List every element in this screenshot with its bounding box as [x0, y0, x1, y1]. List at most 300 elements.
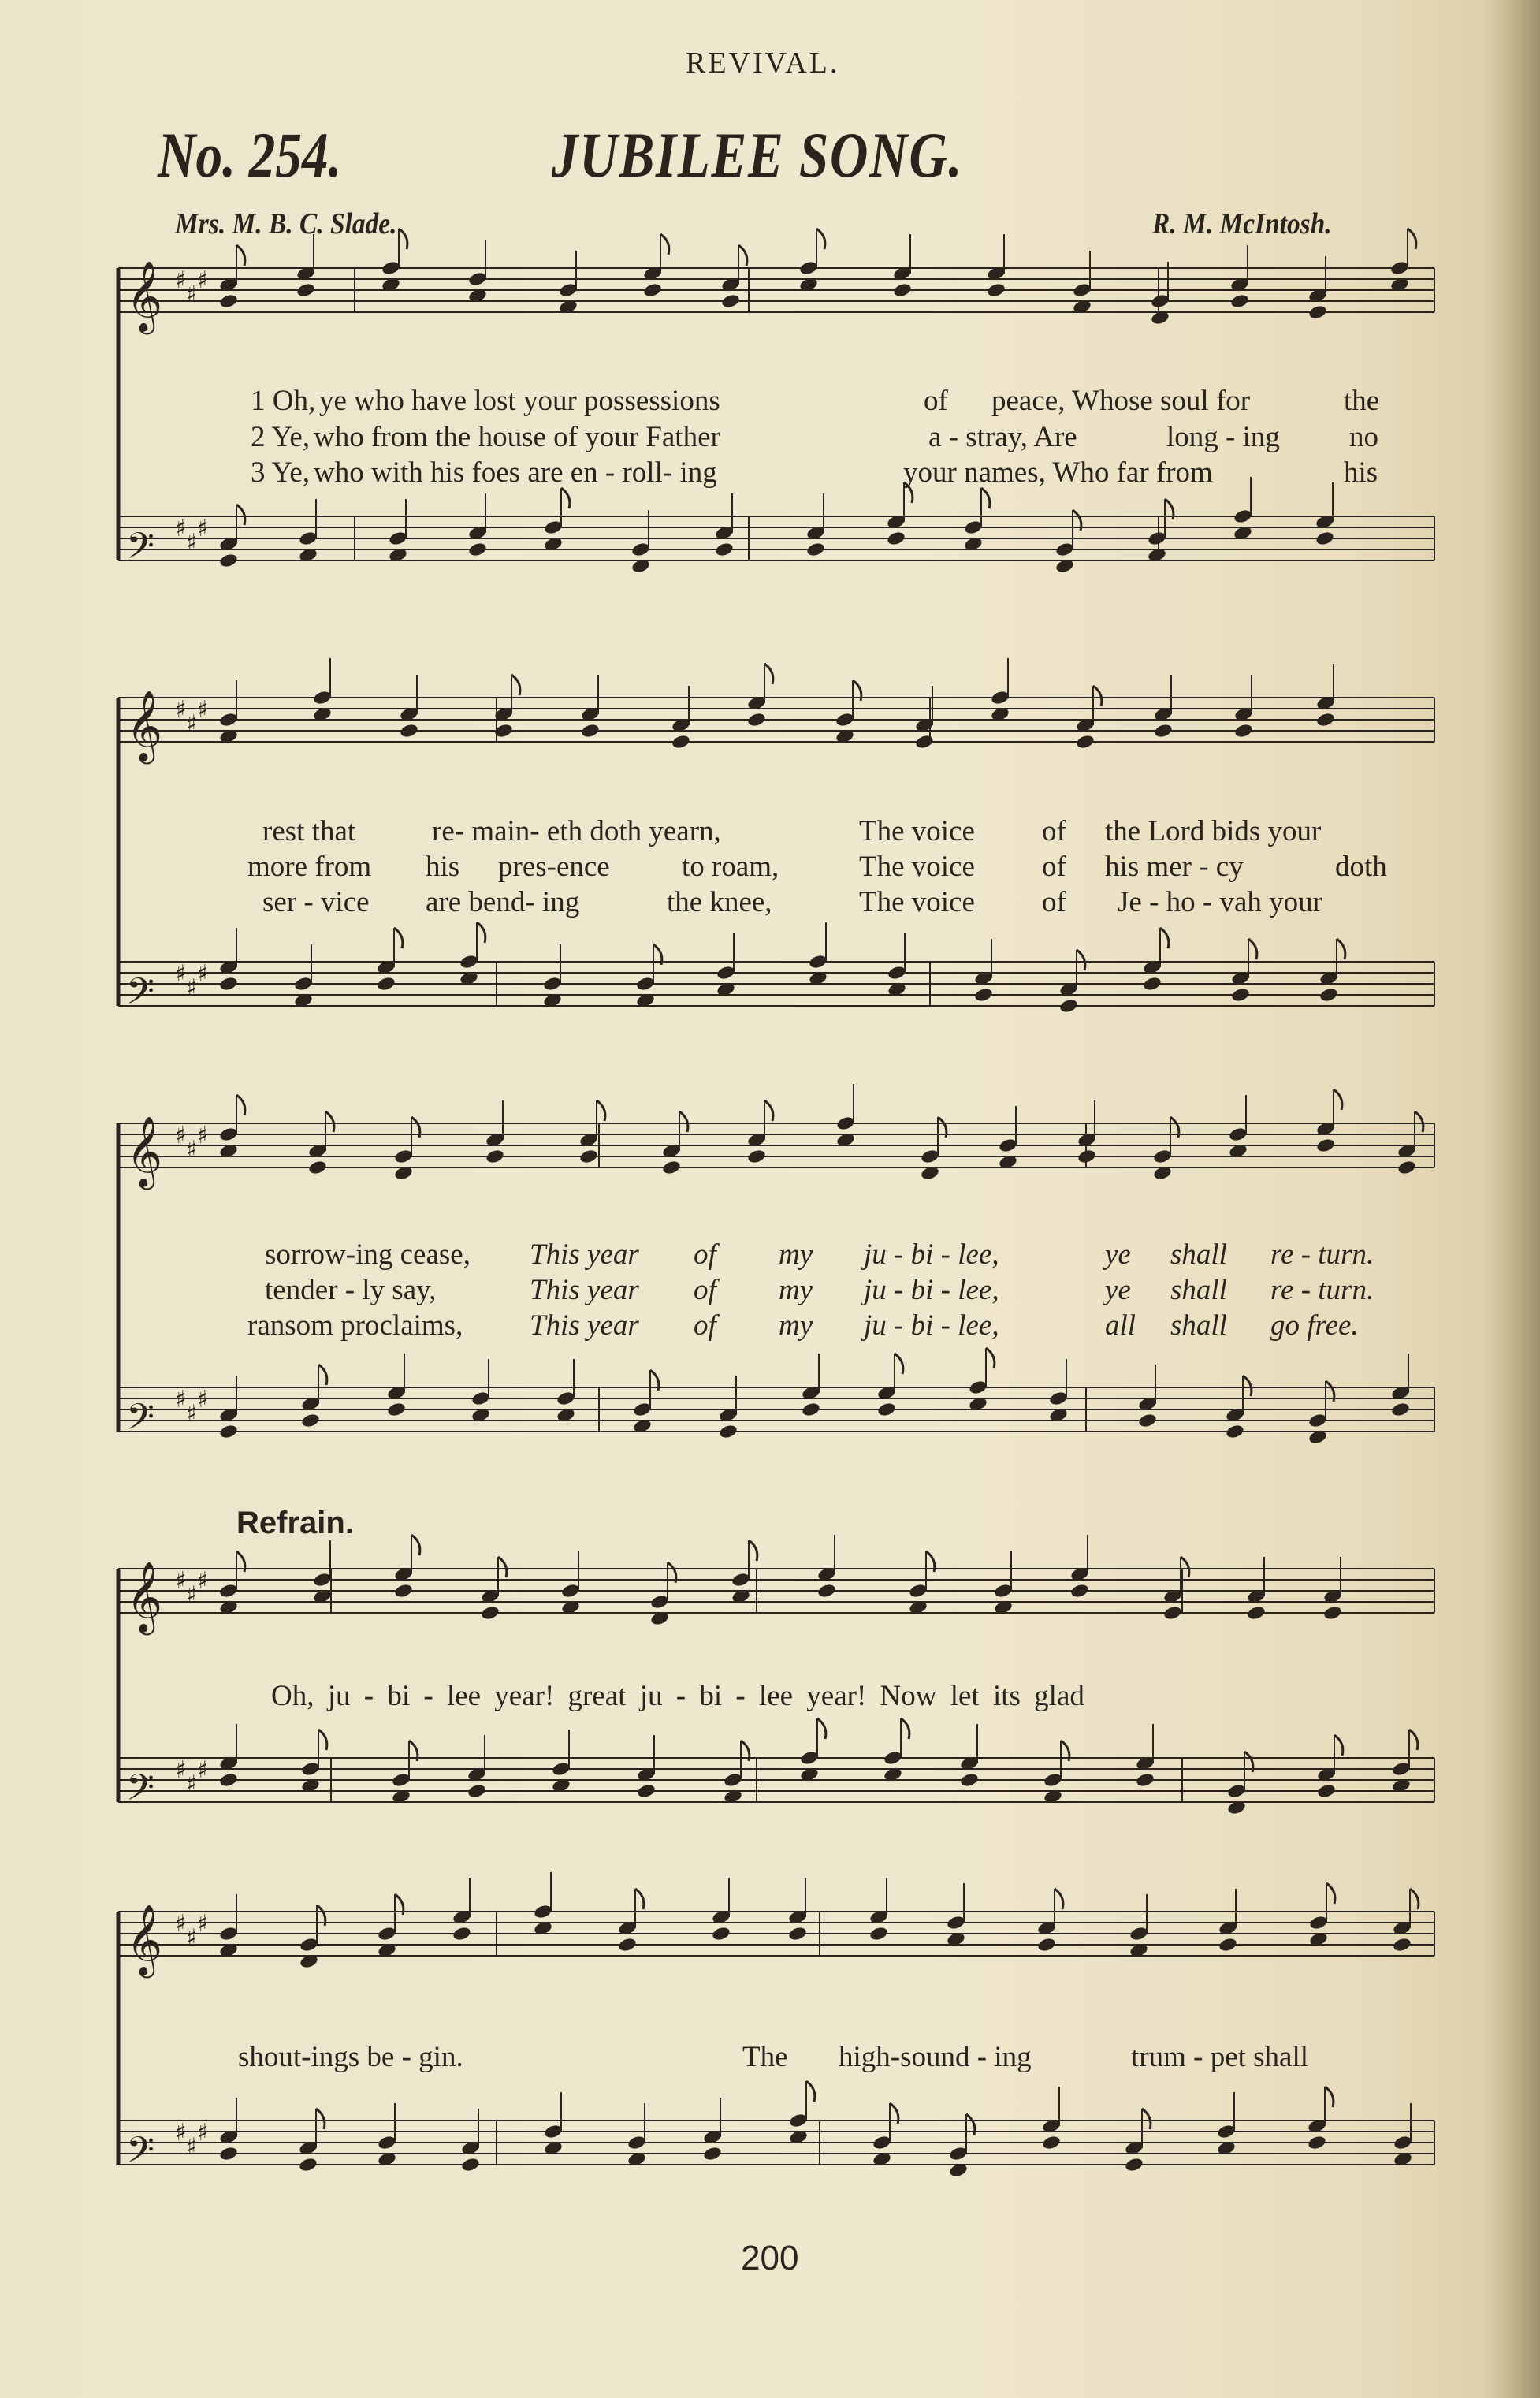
note-head-icon — [886, 531, 906, 547]
sharp-icon: ♯ — [197, 695, 209, 724]
note-flag-icon — [1337, 939, 1345, 959]
italic-text: of — [694, 1274, 716, 1306]
italic-text: my — [779, 1238, 813, 1271]
italic-text: This year — [530, 1238, 639, 1271]
note-head-icon — [467, 271, 487, 288]
note-head-icon — [631, 542, 650, 558]
note-head-icon — [542, 976, 562, 992]
verse-line — [779, 1273, 813, 1307]
note-head-icon — [386, 1402, 406, 1418]
note-head-icon — [892, 282, 912, 299]
note-head-icon — [293, 976, 313, 992]
note-head-icon — [543, 519, 563, 536]
verse-line — [1270, 1309, 1359, 1342]
note-flag-icon — [236, 245, 245, 266]
note-head-icon — [218, 293, 238, 310]
note-flag-icon — [749, 1540, 757, 1561]
sharp-icon: ♯ — [186, 1924, 198, 1952]
note-head-icon — [1393, 2135, 1412, 2151]
note-head-icon — [799, 1750, 819, 1767]
note-head-icon — [1225, 1424, 1244, 1440]
verse-line: 3 Ye, — [251, 456, 311, 489]
note-head-icon — [300, 1761, 320, 1778]
note-head-icon — [1390, 1402, 1410, 1418]
verse-line: rest that — [262, 815, 356, 847]
composer-credit: R. M. McIntosh. — [1152, 207, 1332, 240]
note-head-icon — [218, 1583, 238, 1599]
note-head-icon — [908, 1583, 928, 1599]
bass-clef-icon: 𝄢 — [126, 970, 155, 1022]
note-head-icon — [835, 1115, 855, 1132]
note-head-icon — [1216, 2124, 1236, 2140]
note-head-icon — [298, 531, 318, 547]
note-head-icon — [720, 293, 740, 310]
note-head-icon — [1392, 1937, 1412, 1953]
verse-line: ye who have lost your possessions — [319, 385, 720, 417]
note-head-icon — [986, 282, 1006, 299]
verse-line: of — [924, 385, 948, 417]
refrain-label: Refrain. — [236, 1506, 354, 1540]
note-flag-icon — [236, 1095, 245, 1115]
verse-line: pres-ence — [498, 851, 610, 883]
note-flag-icon — [325, 1111, 334, 1132]
note-head-icon — [714, 542, 734, 558]
sharp-icon: ♯ — [197, 1385, 209, 1413]
note-head-icon — [307, 1160, 327, 1176]
verse-line — [1270, 1238, 1374, 1272]
note-head-icon — [1315, 1138, 1335, 1154]
note-head-icon — [1229, 293, 1249, 310]
note-head-icon — [1391, 1761, 1411, 1778]
note-head-icon — [376, 976, 396, 992]
note-head-icon — [1233, 723, 1253, 739]
refrain-line: high-sound - ing — [839, 2041, 1032, 2073]
note-head-icon — [467, 542, 487, 558]
verse-line: long - ing — [1166, 421, 1280, 453]
verse-line — [1170, 1309, 1227, 1342]
note-head-icon — [711, 1926, 731, 1942]
note-head-icon — [993, 1583, 1013, 1599]
verse-line — [1105, 1238, 1131, 1272]
note-head-icon — [218, 976, 238, 992]
note-head-icon — [946, 1915, 965, 1931]
note-head-icon — [869, 1926, 888, 1942]
verse-line: are bend- ing — [426, 886, 580, 918]
verse-line: the knee, — [667, 886, 772, 918]
note-head-icon — [973, 987, 993, 1004]
note-head-icon — [617, 1937, 637, 1953]
note-head-icon — [1137, 1413, 1157, 1429]
note-head-icon — [801, 1402, 820, 1418]
verse-line — [779, 1309, 813, 1342]
italic-text: all — [1105, 1309, 1136, 1342]
note-head-icon — [1072, 282, 1092, 299]
verse-line: peace, Whose soul for — [991, 385, 1251, 417]
note-head-icon — [393, 1583, 413, 1599]
verse-line — [1105, 1273, 1131, 1307]
note-head-icon — [580, 723, 600, 739]
note-flag-icon — [561, 488, 570, 508]
sharp-icon: ♯ — [175, 1909, 187, 1938]
note-head-icon — [480, 1605, 500, 1622]
note-flag-icon — [1055, 1889, 1063, 1909]
note-flag-icon — [318, 1730, 327, 1750]
note-head-icon — [218, 1126, 238, 1143]
verse-line: no — [1349, 421, 1378, 453]
note-head-icon — [1389, 260, 1409, 277]
sharp-icon: ♯ — [186, 1136, 198, 1164]
bass-clef-icon: 𝄢 — [126, 525, 155, 576]
note-flag-icon — [1409, 1730, 1418, 1750]
note-head-icon — [1319, 987, 1338, 1004]
sharp-icon: ♯ — [175, 1385, 187, 1413]
note-head-icon — [671, 734, 690, 750]
verse-line: sorrow-ing cease, — [265, 1238, 471, 1271]
note-head-icon — [218, 2146, 238, 2162]
sharp-icon: ♯ — [175, 695, 187, 724]
italic-text: shall — [1170, 1238, 1227, 1271]
note-head-icon — [312, 1572, 332, 1588]
note-head-icon — [296, 282, 315, 299]
sharp-icon: ♯ — [186, 1581, 198, 1609]
note-head-icon — [1069, 1583, 1089, 1599]
note-head-icon — [299, 1937, 318, 1953]
note-head-icon — [452, 1926, 471, 1942]
note-head-icon — [485, 1149, 504, 1165]
note-head-icon — [1129, 1926, 1148, 1942]
sharp-icon: ♯ — [186, 281, 198, 308]
note-flag-icon — [236, 505, 245, 525]
note-head-icon — [551, 1761, 571, 1778]
note-flag-icon — [764, 664, 773, 684]
note-head-icon — [1153, 723, 1173, 739]
note-flag-icon — [1415, 1111, 1423, 1132]
note-head-icon — [543, 2124, 563, 2140]
sharp-icon: ♯ — [197, 1121, 209, 1149]
note-head-icon — [876, 1402, 896, 1418]
note-head-icon — [1135, 1772, 1155, 1789]
refrain-line: The — [742, 2041, 788, 2073]
sharp-icon: ♯ — [197, 2118, 209, 2147]
italic-text: This year — [530, 1309, 639, 1342]
note-flag-icon — [1077, 950, 1085, 970]
refrain-line: shout-ings be - gin. — [238, 2041, 463, 2073]
sharp-icon: ♯ — [197, 1756, 209, 1784]
note-head-icon — [808, 954, 828, 970]
note-head-icon — [298, 2157, 318, 2173]
italic-text: ye — [1105, 1274, 1131, 1306]
verse-line — [1105, 1309, 1136, 1342]
note-flag-icon — [901, 1718, 909, 1739]
note-flag-icon — [817, 1718, 826, 1739]
italic-text: ye — [1105, 1238, 1131, 1271]
note-head-icon — [746, 1149, 766, 1165]
verse-line: ser - vice — [262, 886, 370, 918]
sharp-icon: ♯ — [175, 1121, 187, 1149]
verse-line — [1270, 1273, 1374, 1307]
note-head-icon — [1308, 1413, 1327, 1429]
refrain-line: Oh, ju - bi - lee year! great ju - bi - lee year! Now let its glad — [271, 1680, 1084, 1712]
verse-line: who from the house of your Father — [314, 421, 720, 453]
note-head-icon — [990, 690, 1010, 706]
verse-line — [779, 1238, 813, 1272]
song-number: No. 254. — [158, 119, 342, 191]
note-head-icon — [627, 2135, 646, 2151]
italic-text: re - turn. — [1270, 1238, 1374, 1271]
note-head-icon — [883, 1750, 902, 1767]
sharp-icon: ♯ — [175, 1756, 187, 1784]
note-flag-icon — [1408, 229, 1416, 249]
verse-line — [530, 1273, 639, 1307]
verse-line: 2 Ye, — [251, 421, 311, 453]
note-head-icon — [723, 1772, 742, 1789]
italic-text: shall — [1170, 1274, 1227, 1306]
note-head-icon — [218, 712, 238, 728]
note-flag-icon — [635, 1889, 644, 1909]
italic-text: of — [694, 1309, 716, 1342]
treble-clef-icon: 𝄞 — [126, 1562, 163, 1633]
note-head-icon — [1124, 2157, 1144, 2173]
music-system-1 — [0, 252, 1540, 631]
note-flag-icon — [394, 928, 403, 948]
note-head-icon — [1316, 1783, 1336, 1800]
sharp-icon: ♯ — [186, 1400, 198, 1428]
sharp-icon: ♯ — [186, 529, 198, 557]
note-head-icon — [1041, 2135, 1061, 2151]
verse-line: of — [1042, 851, 1066, 883]
verse-line — [864, 1273, 999, 1307]
note-head-icon — [1048, 1391, 1068, 1407]
note-head-icon — [920, 1149, 939, 1165]
sharp-icon: ♯ — [186, 1771, 198, 1798]
note-head-icon — [1226, 1783, 1246, 1800]
note-head-icon — [218, 553, 238, 569]
italic-text: ju - bi - lee, — [864, 1309, 999, 1342]
verse-line: his mer - cy — [1105, 851, 1244, 883]
verse-line: Je - ho - vah your — [1118, 886, 1322, 918]
note-head-icon — [998, 1138, 1017, 1154]
italic-text: my — [779, 1274, 813, 1306]
note-head-icon — [1162, 1605, 1182, 1622]
note-flag-icon — [1243, 1376, 1252, 1396]
note-head-icon — [1043, 1772, 1062, 1789]
sharp-icon: ♯ — [197, 1909, 209, 1938]
italic-text: my — [779, 1309, 813, 1342]
note-head-icon — [959, 1772, 979, 1789]
verse-line: the — [1344, 385, 1380, 417]
note-flag-icon — [1334, 1089, 1342, 1110]
note-flag-icon — [411, 1535, 420, 1555]
note-head-icon — [816, 1583, 836, 1599]
note-head-icon — [1308, 1915, 1328, 1931]
note-head-icon — [1230, 987, 1250, 1004]
note-head-icon — [635, 976, 655, 992]
sharp-icon: ♯ — [175, 959, 187, 988]
verse-line — [694, 1238, 716, 1272]
note-head-icon — [632, 1402, 652, 1418]
note-flag-icon — [1248, 939, 1257, 959]
note-head-icon — [718, 1424, 738, 1440]
verse-line — [694, 1309, 716, 1342]
treble-clef-icon: 𝄞 — [126, 1905, 163, 1975]
italic-text: re - turn. — [1270, 1274, 1374, 1306]
treble-clef-icon: 𝄞 — [126, 1116, 163, 1187]
verse-line: The voice — [859, 851, 975, 883]
note-flag-icon — [660, 234, 669, 255]
note-head-icon — [471, 1391, 490, 1407]
note-head-icon — [1152, 1149, 1172, 1165]
note-flag-icon — [1334, 1735, 1343, 1756]
note-head-icon — [1315, 712, 1335, 728]
sharp-icon: ♯ — [175, 2118, 187, 2147]
verse-line: a - stray, Are — [928, 421, 1077, 453]
note-head-icon — [391, 1772, 411, 1789]
verse-line: 1 Oh, — [251, 385, 316, 417]
note-flag-icon — [1410, 1889, 1419, 1909]
verse-line — [864, 1309, 999, 1342]
note-head-icon — [560, 1583, 580, 1599]
refrain-line: trum - pet shall — [1131, 2041, 1309, 2073]
note-head-icon — [218, 1926, 238, 1942]
note-head-icon — [393, 1149, 413, 1165]
note-head-icon — [963, 519, 983, 536]
note-flag-icon — [895, 1354, 903, 1374]
note-head-icon — [300, 1413, 320, 1429]
note-head-icon — [1147, 531, 1166, 547]
verse-line: tender - ly say, — [265, 1274, 437, 1306]
note-head-icon — [1307, 2135, 1326, 2151]
note-head-icon — [968, 1380, 988, 1396]
verse-line: to roam, — [682, 851, 779, 883]
sharp-icon: ♯ — [197, 266, 209, 294]
note-head-icon — [805, 542, 825, 558]
verse-line — [530, 1238, 639, 1272]
note-head-icon — [1233, 508, 1252, 525]
note-head-icon — [312, 690, 332, 706]
note-head-icon — [716, 965, 735, 981]
note-head-icon — [218, 1772, 238, 1789]
sharp-icon: ♯ — [186, 710, 198, 738]
verse-line: ransom proclaims, — [247, 1309, 463, 1342]
verse-line: more from — [247, 851, 372, 883]
italic-text: shall — [1170, 1309, 1227, 1342]
treble-clef-icon: 𝄞 — [126, 261, 163, 332]
verse-line: re- main- eth doth yearn, — [432, 815, 721, 847]
note-head-icon — [460, 2157, 480, 2173]
note-head-icon — [1228, 1126, 1248, 1143]
note-flag-icon — [477, 922, 485, 943]
note-flag-icon — [1326, 1883, 1335, 1904]
note-head-icon — [746, 712, 766, 728]
note-head-icon — [1322, 1605, 1342, 1622]
note-head-icon — [1058, 998, 1078, 1015]
note-head-icon — [381, 260, 400, 277]
note-head-icon — [399, 723, 418, 739]
note-head-icon — [533, 1904, 552, 1920]
note-flag-icon — [399, 229, 407, 249]
note-head-icon — [459, 954, 478, 970]
verse-line — [694, 1273, 716, 1307]
note-head-icon — [1246, 1605, 1266, 1622]
note-head-icon — [558, 282, 578, 299]
song-title: JUBILEE SONG. — [552, 119, 963, 191]
verse-line — [1170, 1238, 1227, 1272]
lyricist-credit: Mrs. M. B. C. Slade. — [175, 207, 397, 240]
note-head-icon — [467, 1783, 486, 1800]
note-head-icon — [787, 1926, 807, 1942]
note-flag-icon — [318, 1365, 327, 1385]
note-head-icon — [636, 1783, 656, 1800]
note-head-icon — [661, 1160, 681, 1176]
note-head-icon — [1315, 531, 1334, 547]
sharp-icon: ♯ — [175, 266, 187, 294]
sharp-icon: ♯ — [197, 1566, 209, 1595]
verse-line: his — [426, 851, 460, 883]
note-head-icon — [798, 260, 818, 277]
verse-line: doth — [1335, 851, 1387, 883]
sharp-icon: ♯ — [197, 514, 209, 542]
note-head-icon — [788, 2113, 808, 2129]
verse-line — [530, 1309, 639, 1342]
verse-line: the Lord bids your — [1105, 815, 1322, 847]
verse-line: of — [1042, 815, 1066, 847]
note-head-icon — [1055, 542, 1074, 558]
verse-line: who with his foes are en - roll- ing — [314, 456, 717, 489]
note-flag-icon — [498, 1557, 507, 1577]
note-head-icon — [388, 531, 407, 547]
note-head-icon — [578, 1149, 598, 1165]
sharp-icon: ♯ — [186, 974, 198, 1002]
note-head-icon — [1150, 293, 1170, 310]
note-head-icon — [649, 1594, 669, 1610]
note-head-icon — [702, 2146, 722, 2162]
sharp-icon: ♯ — [175, 514, 187, 542]
note-flag-icon — [1142, 2109, 1151, 2129]
note-head-icon — [1397, 1160, 1416, 1176]
verse-line — [1170, 1273, 1227, 1307]
note-flag-icon — [738, 245, 747, 266]
italic-text: ju - bi - lee, — [864, 1274, 999, 1306]
verse-line: your names, Who far from — [903, 456, 1213, 489]
bass-clef-icon: 𝄢 — [126, 1767, 155, 1818]
verse-line — [864, 1238, 999, 1272]
note-head-icon — [887, 965, 906, 981]
note-head-icon — [914, 734, 934, 750]
note-flag-icon — [981, 488, 990, 508]
note-flag-icon — [764, 1100, 773, 1121]
sharp-icon: ♯ — [197, 959, 209, 988]
note-head-icon — [377, 1926, 396, 1942]
note-head-icon — [218, 1424, 238, 1440]
treble-clef-icon: 𝄞 — [126, 691, 163, 761]
verse-line: of — [1042, 886, 1066, 918]
section-header: REVIVAL. — [686, 47, 840, 80]
note-head-icon — [731, 1572, 750, 1588]
note-head-icon — [1036, 1937, 1056, 1953]
verse-line: his — [1344, 456, 1378, 489]
note-flag-icon — [1325, 2087, 1334, 2107]
note-head-icon — [377, 2135, 396, 2151]
sharp-icon: ♯ — [175, 1566, 187, 1595]
note-head-icon — [1218, 1937, 1237, 1953]
note-flag-icon — [597, 1100, 605, 1121]
note-flag-icon — [986, 1348, 995, 1368]
note-head-icon — [1142, 976, 1162, 992]
verse-line: The voice — [859, 815, 975, 847]
sharp-icon: ♯ — [186, 2133, 198, 2161]
note-flag-icon — [316, 2109, 325, 2129]
italic-text: go free. — [1270, 1309, 1359, 1342]
